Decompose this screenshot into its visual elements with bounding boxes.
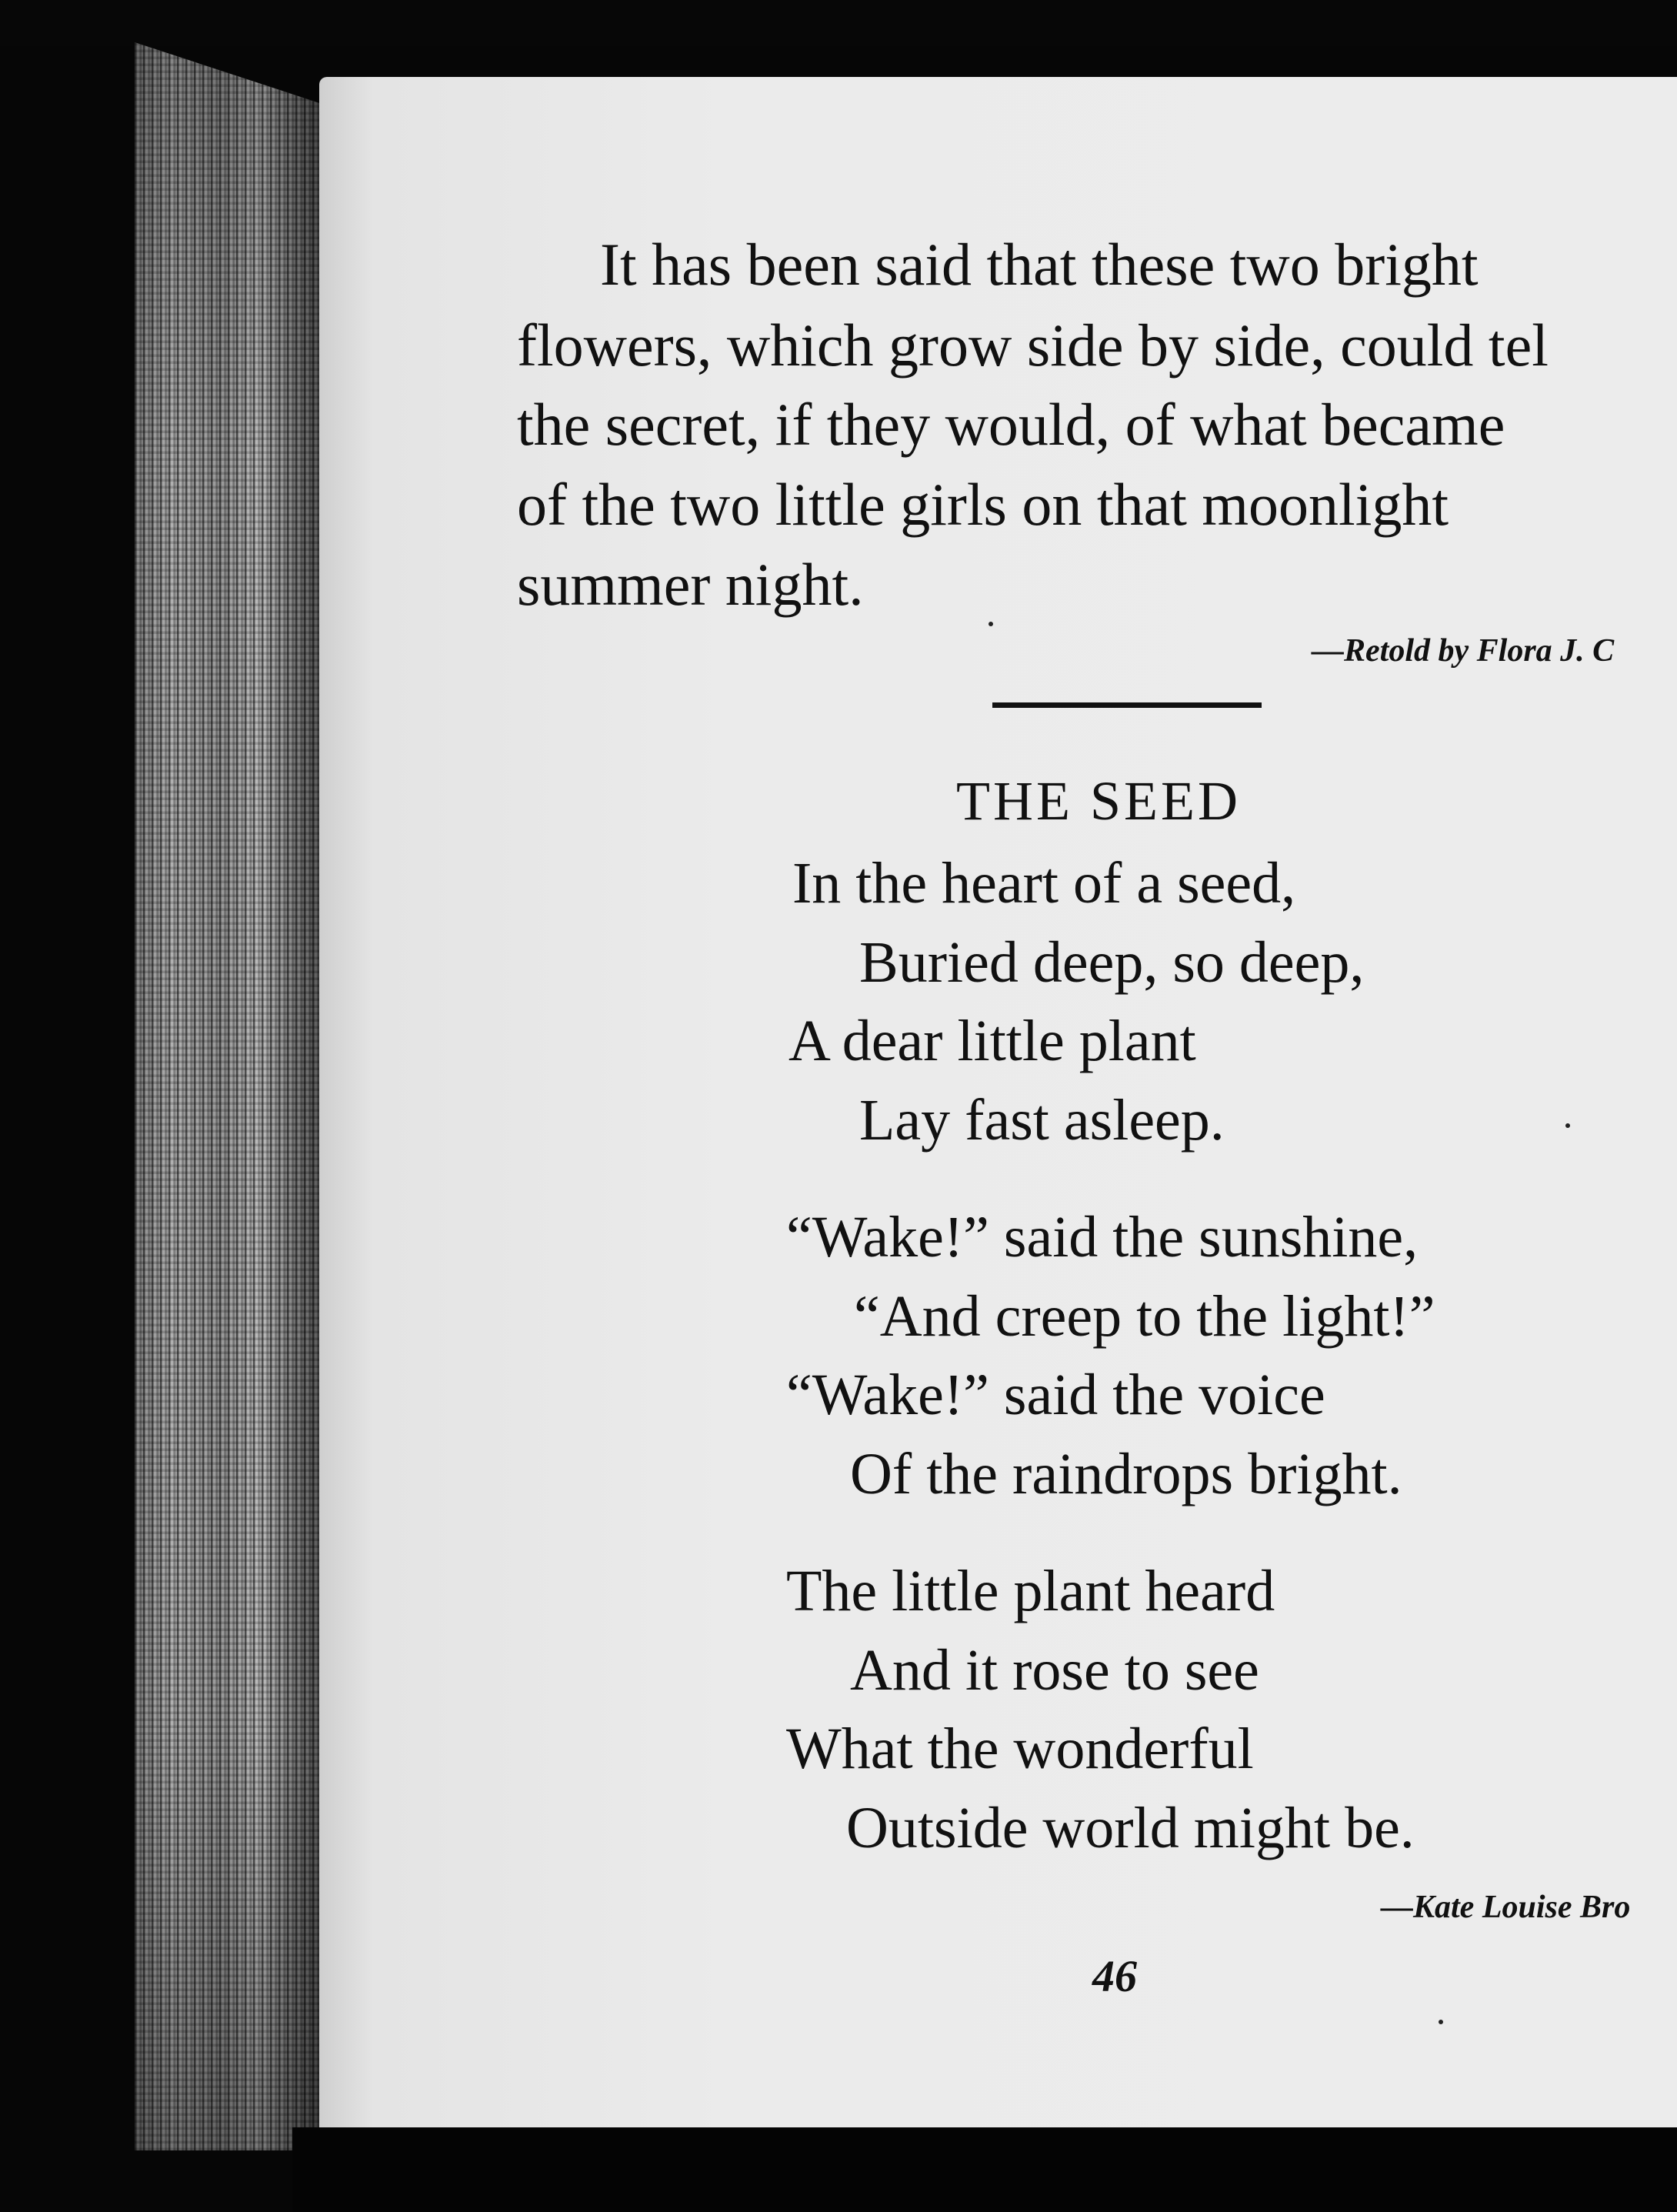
poem-line: “And creep to the light!” (854, 1284, 1435, 1349)
poem-line: “Wake!” said the voice (786, 1363, 1325, 1427)
prose-line: flowers, which grow side by side, could tel (517, 312, 1549, 379)
prose-line: summer night. (517, 551, 864, 618)
bottom-shadow (292, 2127, 1677, 2212)
poem-line: In the heart of a seed, (792, 851, 1296, 916)
poem-attribution: —Kate Louise Bro (1381, 1890, 1631, 1925)
poem-line: Of the raindrops bright. (850, 1442, 1402, 1506)
prose-paragraph (0, 0, 1677, 692)
prose-line: of the two little girls on that moonlight (517, 471, 1449, 538)
section-divider (992, 702, 1262, 708)
poem-line: And it rose to see (850, 1638, 1259, 1703)
poem-title: THE SEED (956, 770, 1241, 832)
page-number: 46 (1092, 1951, 1137, 2001)
poem-line: Outside world might be. (846, 1796, 1415, 1860)
ink-speck (1565, 1123, 1570, 1128)
prose-line: the secret, if they would, of what became (517, 391, 1505, 458)
ink-speck (989, 622, 993, 626)
poem-line: Buried deep, so deep, (859, 930, 1365, 995)
poem-line: Lay fast asleep. (859, 1088, 1225, 1153)
ink-speck (1439, 2020, 1443, 2024)
poem-line: What the wonderful (786, 1717, 1254, 1781)
poem-line: “Wake!” said the sunshine, (786, 1205, 1419, 1269)
prose-line: It has been said that these two bright (600, 231, 1479, 298)
poem-line: A dear little plant (788, 1009, 1196, 1073)
prose-attribution: —Retold by Flora J. C (1312, 633, 1615, 669)
poem-line: The little plant heard (786, 1559, 1275, 1623)
